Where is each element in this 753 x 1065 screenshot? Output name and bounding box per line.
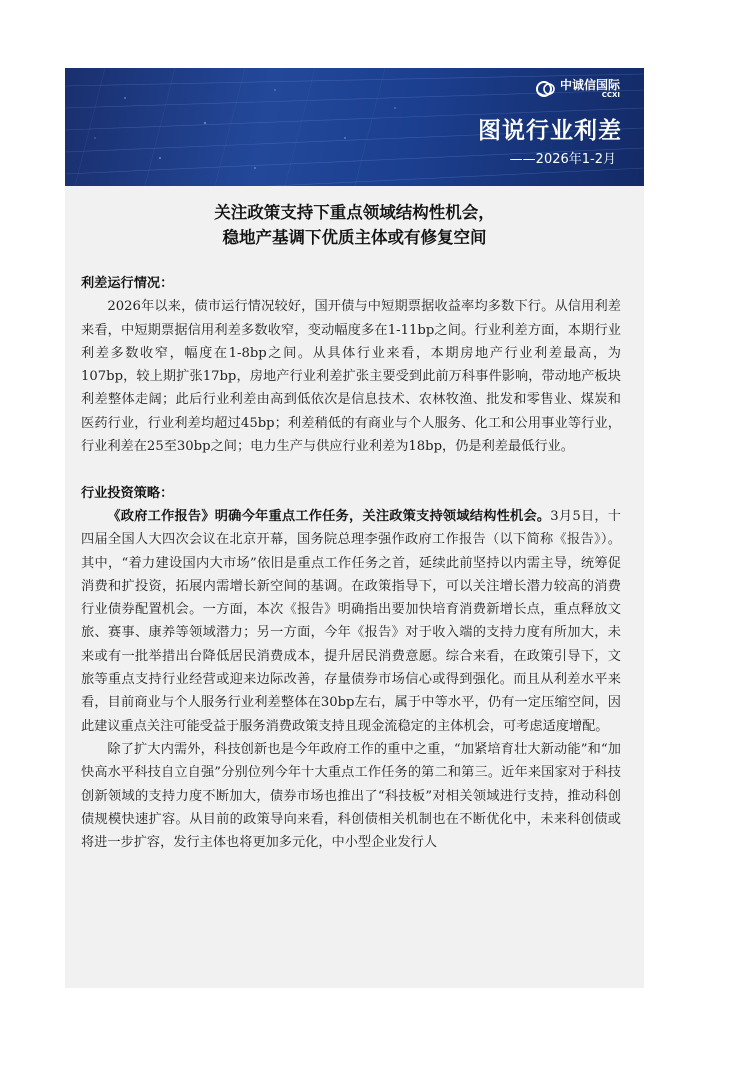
- report-title: 图说行业利差: [478, 118, 622, 144]
- logo-english-text: CCXI: [601, 91, 620, 99]
- company-logo: [535, 78, 620, 100]
- headline: [65, 200, 644, 250]
- paragraph-strategy-1: [81, 505, 621, 738]
- headline-line-1: 关注政策支持下重点领域结构性机会，: [214, 203, 495, 222]
- paragraph-strategy-1-text: 3月5日，十四届全国人大四次会议在北京开幕，国务院总理李强作政府工作报告（以下简称《报告》）。其中，“着力建设国内大市场”依旧是重点工作任务之首，延续此前坚持以内需主导，统筹促消费和扩投资，拓展内需增长新空间的基调。在政策指导下，可以关注增长潜力较高的消费行业债券配置机会。一方面，本次《报告》明确指出要加快培育消费新增长点，重点释放文旅、赛事、康养等领域潜力；另一方面，今年《报告》对于收入端的支持力度有所加大，未来或有一批举措出台降低居民消费成本，提升居民消费意愿。综合来看，在政策引导下，文旅等重点支持行业经营或迎来边际改善，存量债券市场信心或得到强化。而且从利差水平来看，目前商业与个人服务行业利差整体在30bp左右，属于中等水平，仍有一定压缩空间，因此建议重点关注可能受益于服务消费政策支持且现金流稳定的主体机会，可考虑适度增配。: [81, 508, 621, 734]
- header-banner: [65, 68, 644, 186]
- section-title-strategy: 行业投资策略：: [81, 485, 174, 501]
- logo-chinese-text: 中诚信国际: [559, 78, 620, 92]
- paragraph-spread: 2026年以来，债市运行情况较好，国开债与中短期票据收益率均多数下行。从信用利差来看，中短期票据信用利差多数收窄，变动幅度多在1-11bp之间。行业利差方面，本期行业利差多数收窄，幅度在1-8bp之间。从具体行业来看，本期房地产行业利差最高，为107bp，较上期扩张17bp，房地产行业利差扩张主要受到此前万科事件影响，带动地产板块利差整体走阔；此后行业利差由高到低依次是信息技术、农林牧渔、批发和零售业、煤炭和医药行业，行业利差均超过45bp；利差稍低的有商业与个人服务、化工和公用事业等行业，行业利差在25至30bp之间；电力生产与供应行业利差为18bp，仍是利差最低行业。: [81, 299, 621, 455]
- article-body: [81, 272, 621, 854]
- document-page: [65, 68, 644, 988]
- report-period: ——2026年1-2月: [509, 152, 616, 167]
- section-title-spread: 利差运行情况：: [81, 276, 174, 291]
- paragraph-strategy-2: 除了扩大内需外，科技创新也是今年政府工作的重中之重，“加紧培育壮大新动能”和“加快高水平科技自立自强”分别位列今年十大重点工作任务的第二和第三。近年来国家对于科技创新领域的支持力度不断加大，债券市场也推出了“科技板”对相关领域进行支持，推动科创债规模快速扩容。从目前的政策导向来看，科创债相关机制也在不断优化中，未来科创债或将进一步扩容，发行主体也将更加多元化，中小型企业发行人: [81, 741, 621, 851]
- ccxi-logo-icon: [535, 78, 557, 100]
- paragraph-strategy-1-lead: 《政府工作报告》明确今年重点工作任务，关注政策支持领域结构性机会。: [107, 508, 551, 524]
- headline-line-2: 稳地产基调下优质主体或有修复空间: [222, 228, 487, 247]
